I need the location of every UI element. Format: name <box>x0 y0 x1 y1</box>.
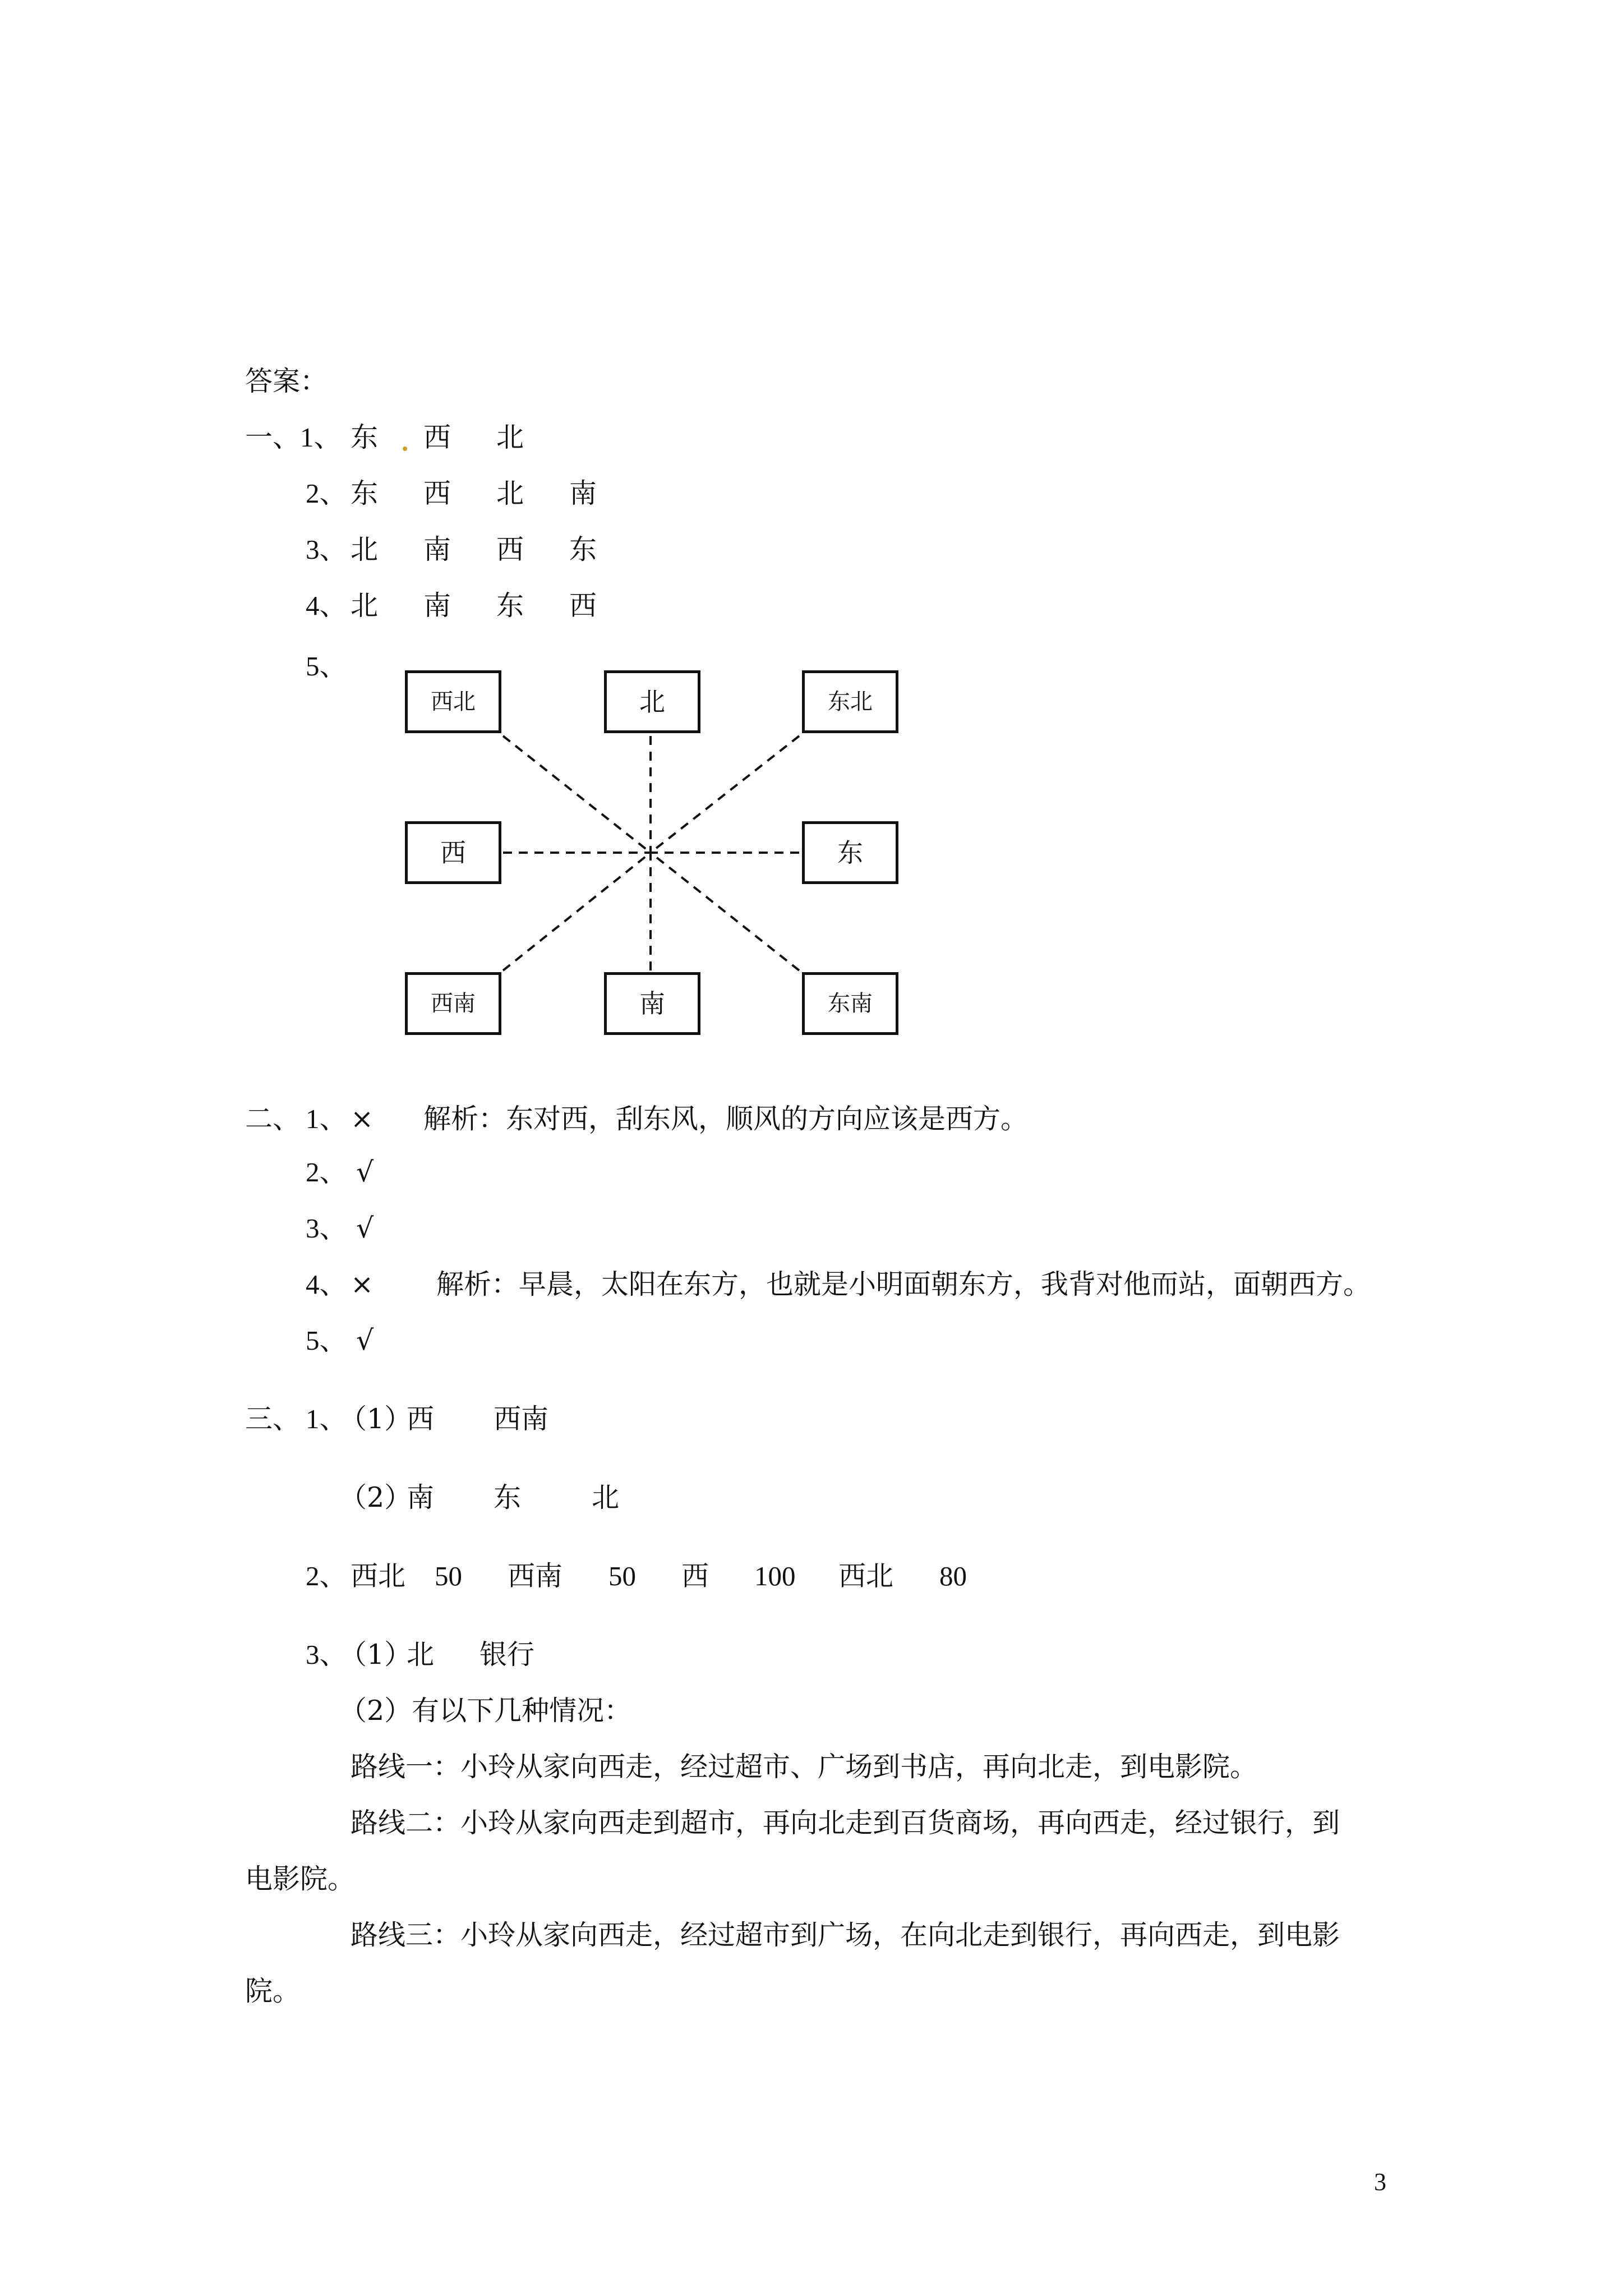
route-one: 路线一：小玲从家向西走，经过超市、广场到书店，再向北走，到电影院。 <box>351 1751 1258 1783</box>
s3-q1-p2-tag: （2） <box>339 1481 412 1513</box>
s1-item1-num: 1、 <box>300 422 342 453</box>
s2-item1-note: 解析：东对西，刮东风，顺风的方向应该是西方。 <box>423 1103 1029 1135</box>
compass-label-southwest: 西南 <box>431 991 476 1016</box>
compass-label-north: 北 <box>639 687 665 717</box>
s3-q2-ans4: 50 <box>608 1561 636 1591</box>
s2-item4-note: 解析：早晨，太阳在东方，也就是小明面朝东方，我背对他而站，面朝西方。 <box>436 1268 1371 1300</box>
s2-item1-mark: × <box>351 1103 374 1135</box>
line-ne <box>651 736 799 853</box>
s3-q1-p2-ans3: 北 <box>592 1481 620 1513</box>
s3-q1-p1-ans1: 西 <box>407 1403 435 1435</box>
section1-label: 一、 <box>245 421 301 453</box>
s2-item3-mark: √ <box>356 1212 374 1244</box>
s3-q3-num: 3、 <box>306 1639 347 1670</box>
s1-item2-ans1: 东 <box>351 477 379 509</box>
s3-q3-p1-tag: （1） <box>339 1639 412 1671</box>
line-se <box>651 853 799 970</box>
s1-item2-ans2: 西 <box>423 477 451 509</box>
s1-item2-num: 2、 <box>306 478 347 509</box>
s3-q1-num: 1、 <box>306 1404 347 1434</box>
answer-heading: 答案： <box>245 365 328 397</box>
s1-item4-ans3: 东 <box>496 590 524 622</box>
s3-q3-p1-ans2: 银行 <box>479 1639 535 1671</box>
compass-label-east: 东 <box>837 838 863 868</box>
route-two-line2: 电影院。 <box>245 1863 356 1895</box>
s2-item1-num: 1、 <box>306 1103 347 1134</box>
s1-item5-num: 5、 <box>306 651 347 682</box>
s1-item1-ans1: 东 <box>351 421 379 453</box>
s2-item5-num: 5、 <box>306 1325 347 1356</box>
section2-label: 二、 <box>245 1103 301 1135</box>
s2-item4-num: 4、 <box>306 1269 347 1300</box>
s3-q3-p1-ans1: 北 <box>407 1639 435 1671</box>
compass-label-south: 南 <box>639 988 665 1019</box>
s2-item3-num: 3、 <box>306 1213 347 1244</box>
s1-item4-ans2: 南 <box>423 590 451 622</box>
compass-box-west <box>405 821 501 884</box>
s3-q1-p1-tag: （1） <box>339 1403 412 1435</box>
s3-q2-ans8: 80 <box>939 1561 967 1591</box>
s3-q1-p1-ans2: 西南 <box>494 1403 549 1435</box>
s1-item2-ans4: 南 <box>569 477 597 509</box>
compass-label-northeast: 东北 <box>828 689 873 715</box>
s1-item3-num: 3、 <box>306 534 347 565</box>
page-number: 3 <box>1374 2168 1386 2196</box>
route-two-line1: 路线二：小玲从家向西走到超市，再向北走到百货商场，再向西走，经过银行，到 <box>351 1807 1340 1839</box>
s1-item1-ans3: 北 <box>496 421 524 453</box>
s1-item3-ans1: 北 <box>351 533 379 565</box>
s3-q1-p2-ans2: 东 <box>494 1481 522 1513</box>
s3-q2-ans7: 西北 <box>838 1560 894 1592</box>
s1-item3-ans2: 南 <box>423 533 451 565</box>
s3-q3-p2-intro: （2）有以下几种情况： <box>339 1695 632 1727</box>
s1-item4-ans4: 西 <box>569 590 597 622</box>
section3-label: 三、 <box>245 1403 301 1435</box>
s2-item2-num: 2、 <box>306 1157 347 1188</box>
line-nw <box>503 736 651 853</box>
s3-q2-ans1: 西北 <box>351 1560 406 1592</box>
s3-q1-p2-ans1: 南 <box>407 1481 435 1513</box>
s2-item2-mark: √ <box>356 1156 374 1188</box>
route-three-line1: 路线三：小玲从家向西走，经过超市到广场，在向北走到银行，再向西走，到电影 <box>351 1919 1340 1951</box>
s3-q2-ans6: 100 <box>754 1561 796 1591</box>
compass-box-south <box>604 972 700 1035</box>
compass-box-southeast <box>802 972 898 1035</box>
compass-label-northwest: 西北 <box>431 689 476 715</box>
compass-box-southwest <box>405 972 501 1035</box>
compass-box-north <box>604 670 700 733</box>
s1-item4-num: 4、 <box>306 590 347 621</box>
s1-item1-ans2: 西 <box>423 421 451 453</box>
compass-label-southeast: 东南 <box>828 991 873 1016</box>
route-three-line2: 院。 <box>245 1975 301 2007</box>
s3-q2-ans2: 50 <box>435 1561 462 1591</box>
s1-item3-ans4: 东 <box>569 533 597 565</box>
s3-q2-num: 2、 <box>306 1561 347 1591</box>
s1-item2-ans3: 北 <box>496 477 524 509</box>
s1-item4-ans1: 北 <box>351 590 379 622</box>
s2-item5-mark: √ <box>356 1324 374 1356</box>
compass-box-northeast <box>802 670 898 733</box>
s3-q2-ans3: 西南 <box>508 1560 563 1592</box>
s1-item3-ans3: 西 <box>496 533 524 565</box>
s3-q2-ans5: 西 <box>681 1560 709 1592</box>
compass-box-east <box>802 821 898 884</box>
compass-box-northwest <box>405 670 501 733</box>
compass-label-west: 西 <box>440 838 466 868</box>
s2-item4-mark: × <box>351 1268 374 1300</box>
line-sw <box>503 853 651 970</box>
